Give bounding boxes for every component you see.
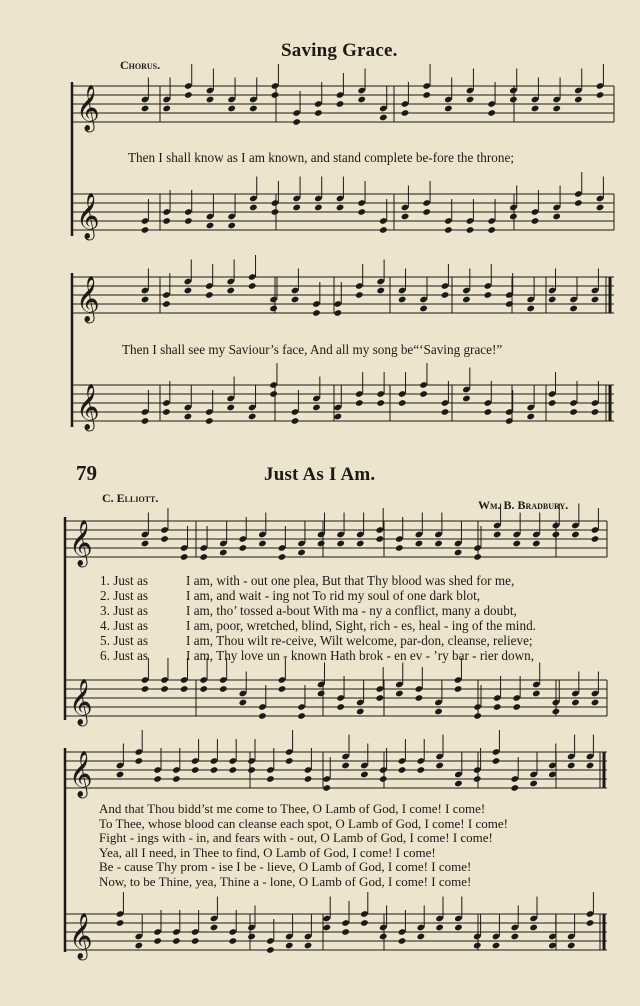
verse-lead: 3. Just as [100,603,148,618]
note-head [552,708,561,716]
verse-line [100,618,536,633]
note-head [454,549,463,557]
note-head [434,540,443,548]
note-head [292,204,301,212]
note-head [529,924,538,932]
note-head [269,390,278,398]
note-head [248,413,257,421]
note-head [312,404,321,412]
note-head [341,762,350,770]
verse-lead: 4. Just as [100,618,148,633]
refrain-line: Be - cause Thy prom - ise I be - lieve, O Lamb of God, I come! I come! [99,859,472,875]
note-head [336,703,345,711]
note-head [184,91,193,99]
note-head [269,305,278,313]
hymn-79-title: Just As I Am. [264,464,376,485]
note-head [180,685,189,693]
note-head [401,109,410,117]
note-head [552,105,561,113]
refrain-line: Fight - ings with - in, and fears with - out, O Lamb of God, I come! I come! [99,830,493,846]
verse-text: I am, Thou wilt re-ceive, Wilt welcome, par-don, cleanse, relieve; [186,633,533,648]
note-head [357,208,366,216]
verse-line [100,573,536,588]
note-head [441,291,450,299]
note-head [454,780,463,788]
note-head [141,296,150,304]
note-head [304,775,313,783]
verse-text: I am, tho’ tossed a-bout With ma - ny a conflict, many a doubt, [186,603,517,618]
note-head [184,287,193,295]
verse-lead: 5. Just as [100,633,148,648]
note-head [162,408,171,416]
treble-clef: 𝄞 [76,85,100,131]
note-head [454,924,463,932]
note-head [228,766,237,774]
note-head [116,771,125,779]
note-head [206,222,215,230]
verse-line [100,648,536,663]
note-head [334,413,343,421]
verse-block [100,573,536,663]
note-head [184,217,193,225]
note-head [552,213,561,221]
note-head [473,553,482,561]
note-head [160,685,169,693]
note-head [434,708,443,716]
note-head [532,690,541,698]
note-head [493,703,502,711]
treble-clef: 𝄞 [69,679,93,725]
verse-text: I am, Thy love un - known Hath brok - en ev - ’ry bar - rier down, [186,648,535,663]
note-head [180,553,189,561]
note-head [492,942,501,950]
note-head [247,766,256,774]
note-head [334,309,343,317]
note-head [422,208,431,216]
note-head [291,296,300,304]
note-head [314,204,323,212]
note-head [355,399,364,407]
note-head [292,118,301,126]
note-head [398,296,407,304]
note-head [444,105,453,113]
treble-clef: 𝄞 [69,751,93,797]
note-head [512,540,521,548]
note-head [317,690,326,698]
verse-text: I am, with - out one plea, But that Thy blood was shed for me, [186,573,515,588]
note-head [398,399,407,407]
note-head [172,775,181,783]
note-head [596,91,605,99]
verse-line [100,633,536,648]
note-head [239,544,248,552]
note-head [134,757,143,765]
note-head [317,540,326,548]
hymn-78-title: Saving Grace. [281,40,398,61]
note-head [415,694,424,702]
note-head [375,694,384,702]
note-head [160,535,169,543]
note-head [360,919,369,927]
note-head [509,96,518,104]
note-head [462,296,471,304]
note-head [567,762,576,770]
note-head [336,100,345,108]
note-head [586,919,595,927]
note-head [419,390,428,398]
note-head [569,408,578,416]
note-head [191,937,200,945]
note-head [398,766,407,774]
note-head [379,114,388,122]
note-head [271,91,280,99]
note-head [379,226,388,234]
note-head [199,553,208,561]
note-head [271,208,280,216]
note-head [162,105,171,113]
note-head [199,685,208,693]
note-head [278,553,287,561]
note-head [441,408,450,416]
note-head [304,942,313,950]
treble-clef: 𝄞 [69,520,93,566]
note-head [484,291,493,299]
note-head [341,928,350,936]
note-head [591,408,600,416]
lyricist-credit: C. Elliott. [102,491,159,505]
note-head [312,309,321,317]
note-head [219,685,228,693]
note-head [526,305,535,313]
note-head [416,766,425,774]
note-head [376,287,385,295]
note-head [134,942,143,950]
note-head [567,942,576,950]
note-head [548,399,557,407]
note-head [210,924,219,932]
note-head [249,204,258,212]
note-head [548,296,557,304]
note-head [247,933,256,941]
verse-text: I am, and wait - ing not To rid my soul of one dark blot, [186,588,481,603]
note-head [454,685,463,693]
note-head [376,399,385,407]
note-head [571,531,580,539]
note-head [473,712,482,720]
note-head [510,784,519,792]
note-head [355,291,364,299]
note-head [336,204,345,212]
note-head [509,213,518,221]
note-head [357,96,366,104]
note-head [586,762,595,770]
hymn-78-lyrics-line-2: Then I shall see my Saviour’s face, And all my song be“‘Saving grace!” [122,342,503,357]
note-head [266,775,275,783]
note-head [512,703,521,711]
treble-clef: 𝄞 [76,276,100,322]
note-head [206,96,215,104]
note-head [227,105,236,113]
note-head [552,531,561,539]
note-head [395,690,404,698]
treble-clef: 𝄞 [76,384,100,430]
note-head [492,757,501,765]
note-head [291,417,300,425]
note-head [548,771,557,779]
note-head [510,933,519,941]
note-head [462,395,471,403]
note-head [285,757,294,765]
note-head [226,287,235,295]
note-head [141,226,150,234]
note-head [422,91,431,99]
composer-credit: Wm. B. Bradbury. [478,498,569,512]
refrain-block [99,802,508,890]
note-head [249,105,258,113]
note-head [266,946,275,954]
hymn-number: 79 [76,461,97,485]
note-head [141,540,150,548]
note-head [591,535,600,543]
note-head [172,937,181,945]
note-head [569,305,578,313]
note-head [322,784,331,792]
note-head [444,226,453,234]
note-head [435,762,444,770]
note-head [336,540,345,548]
note-head [191,766,200,774]
note-head [314,109,323,117]
note-head [141,417,150,425]
note-head [531,217,540,225]
verse-text: I am, poor, wretched, blind, Sight, rich - es, heal - ing of the mind. [186,618,536,633]
note-head [228,937,237,945]
note-head [322,924,331,932]
note-head [278,685,287,693]
note-head [184,413,193,421]
note-head [226,404,235,412]
refrain-line: Now, to be Thine, yea, Thine a - lone, O Lamb of God, I come! I come! [99,873,472,889]
note-head [153,775,162,783]
note-head [162,217,171,225]
note-head [574,199,583,207]
note-head [258,712,267,720]
note-head [574,96,583,104]
note-head [258,540,267,548]
note-head [571,699,580,707]
verse-line [100,588,536,603]
note-head [297,712,306,720]
note-head [529,780,538,788]
note-head [473,775,482,783]
note-head [379,775,388,783]
refrain-line: Yea, all I need, in Thee to find, O Lamb of God, I come! I come! [99,844,436,860]
note-head [473,942,482,950]
note-head [239,699,248,707]
note-head [548,942,557,950]
hymn-78-lyrics-line-1: Then I shall know as I am known, and stand complete be-fore the throne; [128,150,514,165]
note-head [205,291,214,299]
hymn-78-section-label: Chorus. [120,58,161,72]
note-head [219,549,228,557]
note-head [493,531,502,539]
note-head [248,282,257,290]
note-head [591,296,600,304]
note-head [297,549,306,557]
note-head [435,924,444,932]
note-head [205,417,214,425]
note-head [416,933,425,941]
note-head [375,535,384,543]
note-head [466,226,475,234]
verse-lead: 6. Just as [100,648,148,663]
note-head [116,919,125,927]
note-head [466,96,475,104]
note-head [153,937,162,945]
note-head [398,937,407,945]
note-head [285,942,294,950]
treble-clef: 𝄞 [69,913,93,959]
note-head [591,699,600,707]
note-head [532,540,541,548]
note-head [487,109,496,117]
treble-clef: 𝄞 [76,193,100,239]
note-head [531,105,540,113]
note-head [360,771,369,779]
note-head [356,708,365,716]
note-head [210,766,219,774]
note-head [419,305,428,313]
verse-line [100,603,536,618]
note-head [401,213,410,221]
refrain-line: And that Thou bidd’st me come to Thee, O Lamb of God, I come! I come! [99,801,486,816]
note-head [526,413,535,421]
note-head [356,540,365,548]
verse-lead: 2. Just as [100,588,148,603]
note-head [596,204,605,212]
note-head [379,933,388,941]
verse-lead: 1. Just as [100,573,148,588]
refrain-line: To Thee, whose blood can cleanse each spot, O Lamb of God, I come! I come! [99,815,508,831]
note-head [415,540,424,548]
note-head [484,408,493,416]
note-head [227,222,236,230]
note-head [141,685,150,693]
note-head [487,226,496,234]
note-head [395,544,404,552]
note-head [141,105,150,113]
note-head [162,300,171,308]
